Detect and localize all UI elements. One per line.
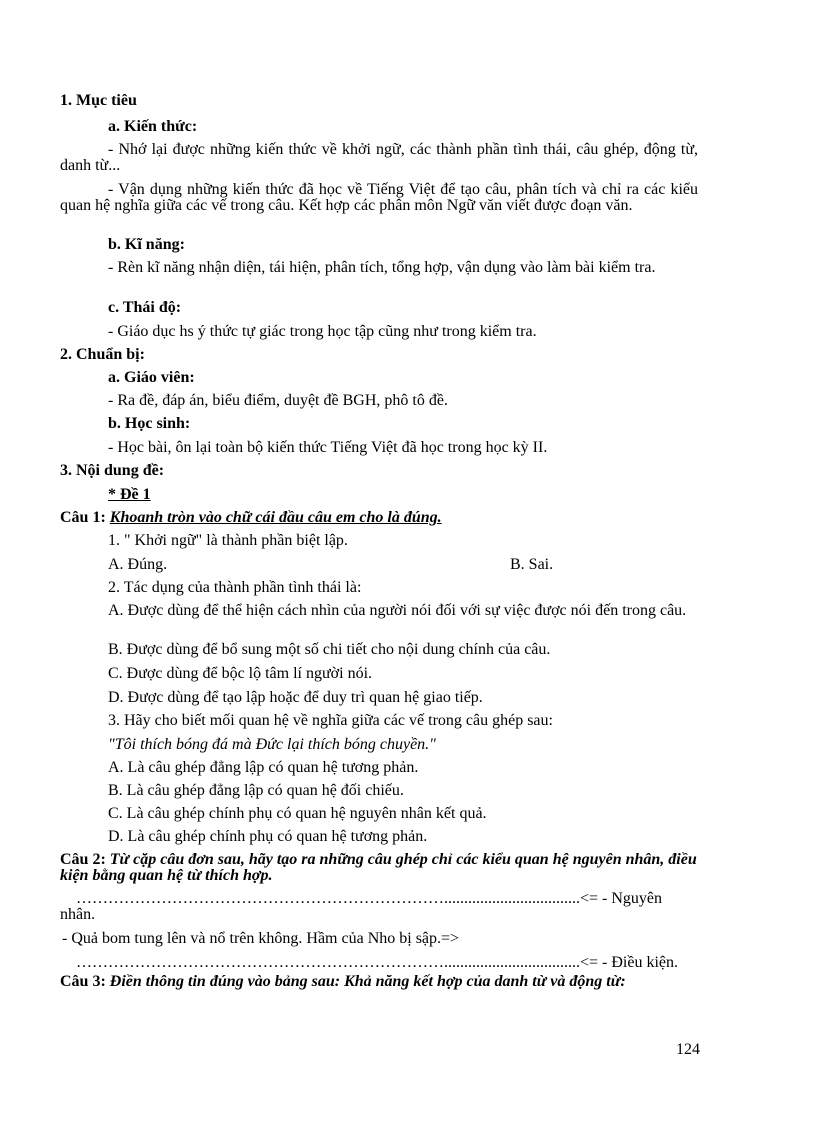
cau-2-heading xyxy=(60,852,698,884)
q3-option-c: C. Là câu ghép chính phụ có quan hệ nguyên nhân kết quả. xyxy=(108,805,487,822)
q1-option-a: A. Đúng. xyxy=(108,556,168,573)
q3-quote: "Tôi thích bóng đá mà Đức lại thích bóng chuyền." xyxy=(108,736,436,753)
q2-text: 2. Tác dụng của thành phần tình thái là: xyxy=(108,579,362,596)
de-1-label: * Đề 1 xyxy=(108,486,151,503)
q1-text: 1. " Khởi ngữ" là thành phần biệt lập. xyxy=(108,532,348,549)
cau-3-label: Câu 3: xyxy=(60,973,106,990)
cau-1-label: Câu 1: xyxy=(60,509,106,526)
cau-1-heading xyxy=(60,509,442,527)
q2-option-d: D. Được dùng để tạo lập hoặc để duy trì quan hệ giao tiếp. xyxy=(108,689,483,706)
section-1-title: 1. Mục tiêu xyxy=(60,92,137,109)
section-1a-para-2: - Vận dụng những kiến thức đã học về Tiếng Việt để tạo câu, phân tích và chỉ ra các kiểu quan hệ nghĩa giữa các vế trong câu. Kết hợp các phân môn Ngữ văn viết được đoạn văn. xyxy=(60,181,698,214)
section-1b-title: b. Kĩ năng: xyxy=(108,236,185,253)
section-2-title: 2. Chuẩn bị: xyxy=(60,346,145,363)
section-2a-para-1: - Ra đề, đáp án, biểu điểm, duyệt đề BGH, phô tô đề. xyxy=(108,392,448,409)
answer-blank-2[interactable]: …………………………………………………………….................................. xyxy=(76,954,580,971)
cau-3-heading xyxy=(60,974,698,990)
section-1c-para-1: - Giáo dục hs ý thức tự giác trong học tập cũng như trong kiểm tra. xyxy=(108,323,537,340)
section-2a-title: a. Giáo viên: xyxy=(108,369,195,386)
q2-option-b: B. Được dùng để bổ sung một số chi tiết cho nội dung chính của câu. xyxy=(108,641,551,658)
cau-2-label: Câu 2: xyxy=(60,851,106,868)
cau-3-instruction: Điền thông tin đúng vào bảng sau: Khả năng kết hợp của danh từ và động từ: xyxy=(109,973,626,990)
cau-2-instruction: Từ cặp câu đơn sau, hãy tạo ra những câu ghép chỉ các kiểu quan hệ nguyên nhân, điều kiện bằng quan hệ từ thích hợp. xyxy=(60,851,697,884)
section-3-title: 3. Nội dung đề: xyxy=(60,462,165,479)
section-2b-title: b. Học sinh: xyxy=(108,415,191,432)
q1-option-b: B. Sai. xyxy=(510,556,554,573)
q3-option-a: A. Là câu ghép đẳng lập có quan hệ tương phản. xyxy=(108,759,419,776)
q2-option-a: A. Được dùng để thể hiện cách nhìn của người nói đối với sự việc được nói đến trong câu. xyxy=(108,602,687,619)
section-1a-para-1: - Nhớ lại được những kiến thức về khởi ngữ, các thành phần tình thái, câu ghép, động từ, danh từ... xyxy=(60,141,698,174)
section-1b-para-1: - Rèn kĩ năng nhận diện, tái hiện, phân tích, tổng hợp, vận dụng vào làm bài kiểm tra. xyxy=(108,259,656,276)
page-number: 124 xyxy=(676,1041,700,1058)
section-1a-title: a. Kiến thức: xyxy=(108,118,198,135)
q3-option-d: D. Là câu ghép chính phụ có quan hệ tương phản. xyxy=(108,828,428,845)
q3-text: 3. Hãy cho biết mối quan hệ về nghĩa giữa các vế trong câu ghép sau: xyxy=(108,712,553,729)
section-1c-title: c. Thái độ: xyxy=(108,299,182,316)
q2-option-c: C. Được dùng để bộc lộ tâm lí người nói. xyxy=(108,665,373,682)
section-2b-para-1: - Học bài, ôn lại toàn bộ kiến thức Tiếng Việt đã học trong học kỳ II. xyxy=(108,439,548,456)
cause-hint: <= - Nguyên xyxy=(580,890,663,907)
condition-hint: <= - Điều kiện. xyxy=(580,954,679,971)
answer-blank-1[interactable]: …………………………………………………………….................................. xyxy=(76,890,580,907)
q3-option-b: B. Là câu ghép đẳng lập có quan hệ đối chiếu. xyxy=(108,782,404,799)
cau-1-instruction: Khoanh tròn vào chữ cái đầu câu em cho là đúng. xyxy=(109,509,442,526)
cau-2-sentence-pair: - Quả bom tung lên và nổ trên không. Hầm của Nho bị sập.=> xyxy=(62,930,460,947)
cause-hint-wrap: nhân. xyxy=(60,906,96,923)
